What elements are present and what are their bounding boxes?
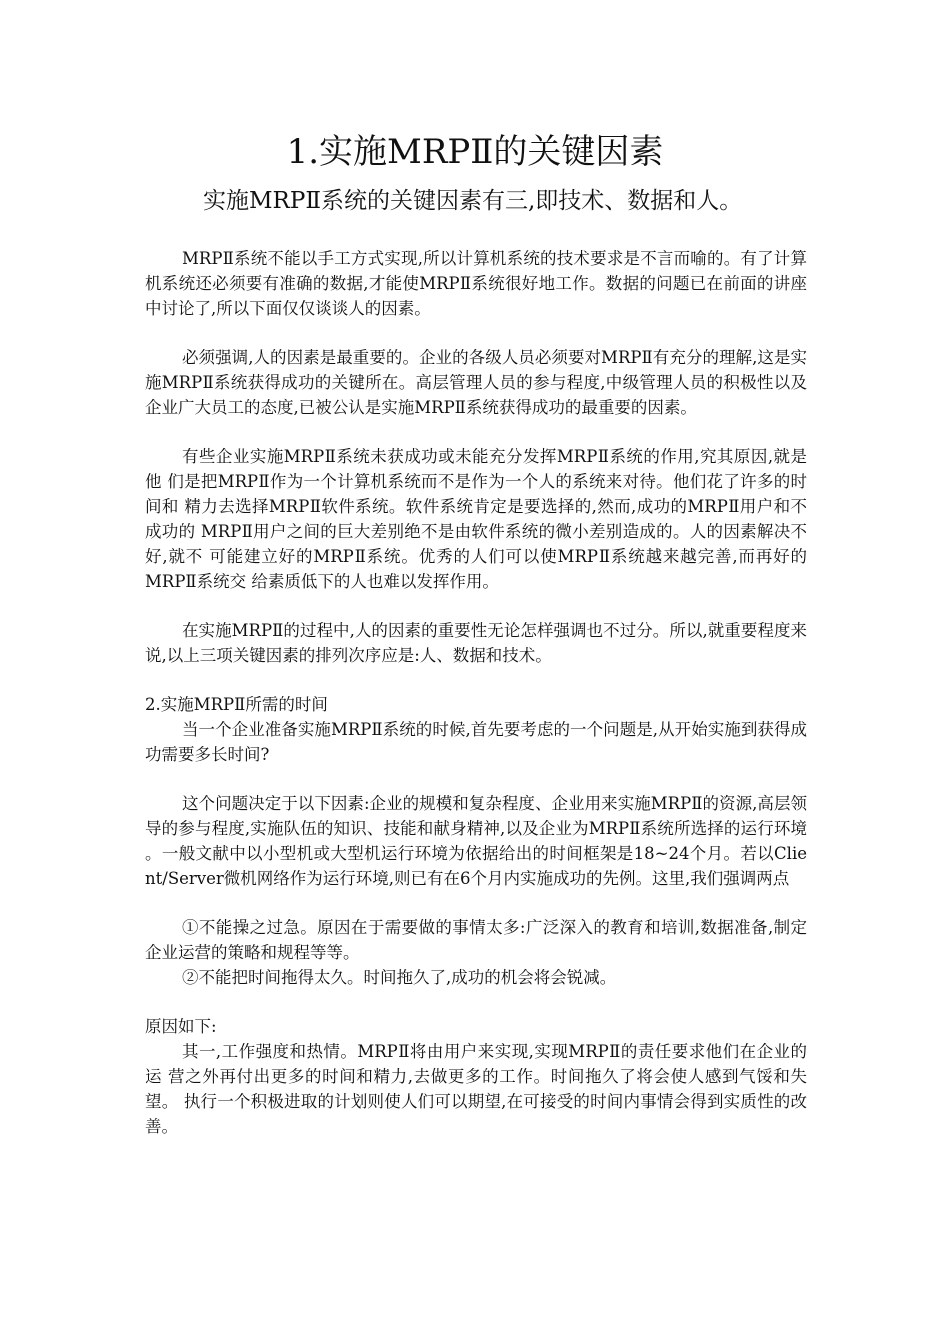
document-title: 1.实施MRPⅡ的关键因素 — [286, 132, 664, 172]
paragraph-technology-data: MRPⅡ系统不能以手工方式实现,所以计算机系统的技术要求是不言而喻的。有了计算 机系统还必须要有准确的数据,才能使MRPⅡ系统很好地工作。数据的问题已在前面的讲座 中讨论了,所以下面仅仅谈谈人的因素。 — [145, 249, 807, 318]
paragraph-reason-one: 其一,工作强度和热情。MRPⅡ将由用户来实现,实现MRPⅡ的责任要求他们在企业的运 营之外再付出更多的时间和精力,去做更多的工作。时间拖久了将会使人感到气馁和失望。 执行一个积极进取的计划则使人们可以期望,在可接受的时间内事情会得到实质性的改善。 — [145, 1042, 807, 1136]
document-subtitle: 实施MRPⅡ系统的关键因素有三,即技术、数据和人。 — [203, 188, 743, 214]
section-heading-time: 2.实施MRPⅡ所需的时间 — [145, 695, 328, 714]
paragraph-failure-reasons: 有些企业实施MRPⅡ系统未获成功或未能充分发挥MRPⅡ系统的作用,究其原因,就是他 们是把MRPⅡ作为一个计算机系统而不是作为一个人的系统来对待。他们花了许多的时间和 精力去选择MRPⅡ软件系统。软件系统肯定是要选择的,然而,成功的MRPⅡ用户和不成功的 MRPⅡ用户之间的巨大差别绝不是由软件系统的微小差别造成的。人的因素解决不好,就不 可能建立好的MRPⅡ系统。优秀的人们可以使MRPⅡ系统越来越完善,而再好的MRPⅡ系统交 给素质低下的人也难以发挥作用。 — [145, 447, 807, 591]
paragraph-time-factors: 这个问题决定于以下因素:企业的规模和复杂程度、企业用来实施MRPⅡ的资源,高层领 导的参与程度,实施队伍的知识、技能和献身精神,以及企业为MRPⅡ系统所选择的运行环境 。一般文献中以小型机或大型机运行环境为依据给出的时间框架是18~24个月。若以Clie nt/Server微机网络作为运行环境,则已有在6个月内实施成功的先例。这里,我们强调两点 — [145, 794, 807, 888]
paragraph-reasons-heading: 原因如下: — [145, 1017, 217, 1036]
paragraph-time-question: 当一个企业准备实施MRPⅡ系统的时候,首先要考虑的一个问题是,从开始实施到获得成 功需要多长时间? — [145, 720, 807, 764]
paragraph-priority-order: 在实施MRPⅡ的过程中,人的因素的重要性无论怎样强调也不过分。所以,就重要程度来 说,以上三项关键因素的排列次序应是:人、数据和技术。 — [145, 621, 807, 665]
document-body — [145, 246, 807, 1139]
paragraph-point-one: ①不能操之过急。原因在于需要做的事情太多:广泛深入的教育和培训,数据准备,制定 企业运营的策略和规程等等。 — [145, 918, 807, 962]
paragraph-point-two: ②不能把时间拖得太久。时间拖久了,成功的机会将会锐减。 — [182, 968, 617, 987]
paragraph-human-factor: 必须强调,人的因素是最重要的。企业的各级人员必须要对MRPⅡ有充分的理解,这是实 施MRPⅡ系统获得成功的关键所在。高层管理人员的参与程度,中级管理人员的积极性以及 企业广大员工的态度,已被公认是实施MRPⅡ系统获得成功的最重要的因素。 — [145, 348, 807, 417]
